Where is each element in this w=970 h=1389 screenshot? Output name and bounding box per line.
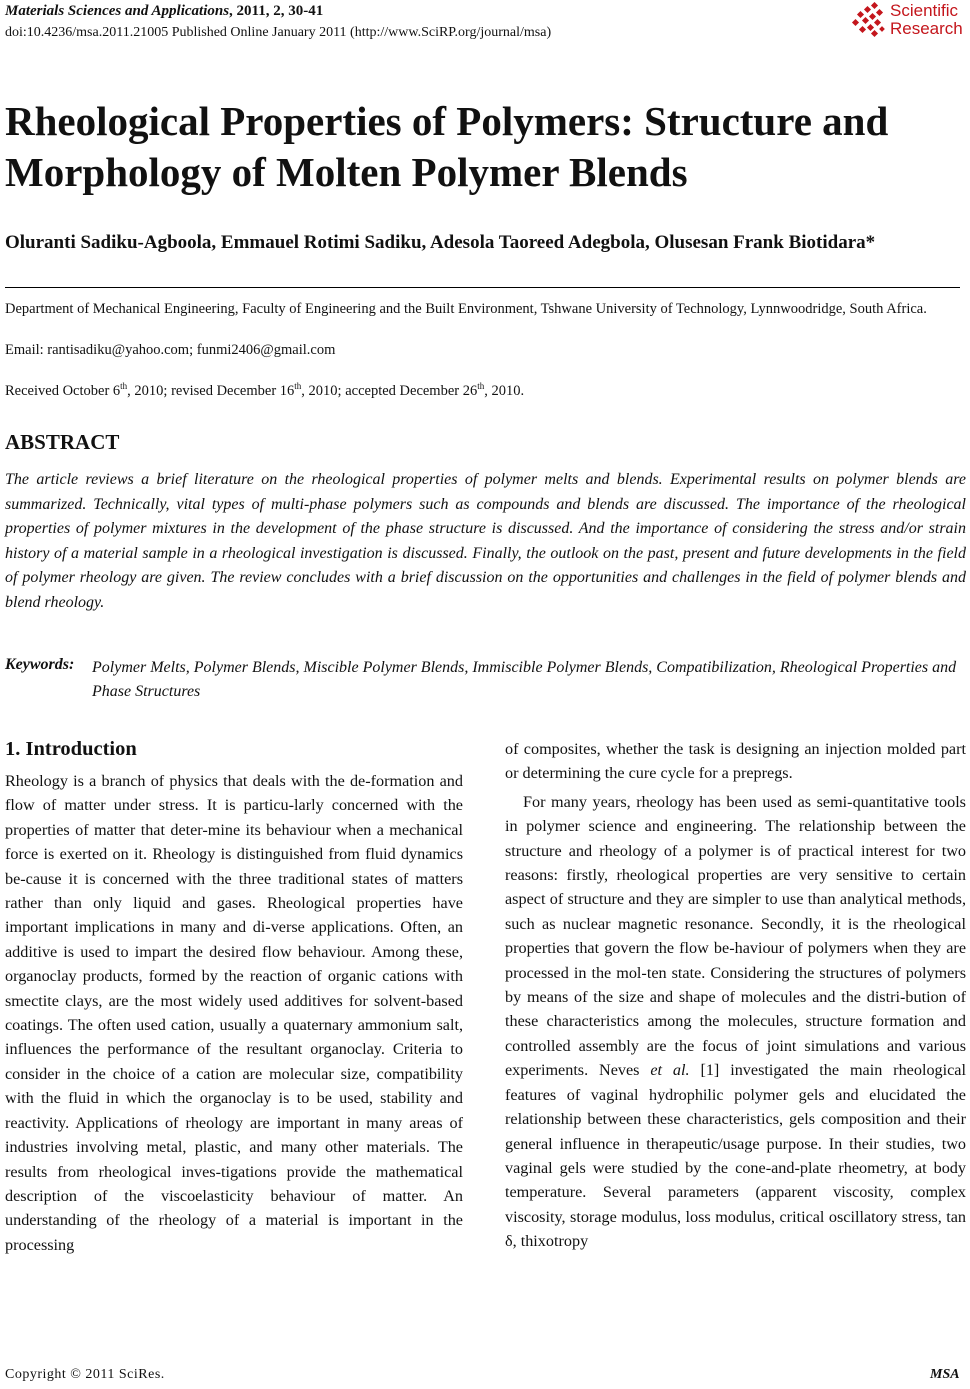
received-date-suffix: th: [120, 381, 128, 391]
intro-paragraph-1-continued: of composites, whether the task is designing an injection molded part or determining the cure cycle for a prepregs.: [505, 740, 966, 783]
journal-abbreviation: MSA: [930, 1367, 960, 1382]
affiliation: Department of Mechanical Engineering, Faculty of Engineering and the Built Environment, Tshwane University of Technology, Lynnwoodridge, South Africa.: [5, 301, 927, 317]
body-column-right: [505, 737, 966, 1254]
logo-line-1: Scientific: [890, 1, 959, 20]
accepted-date-suffix: th: [477, 381, 485, 391]
logo-wordmark: [890, 2, 963, 38]
revised-date-suffix: th: [294, 381, 302, 391]
header-divider: [5, 287, 960, 288]
logo-line-2: Research: [890, 19, 963, 38]
received-dates: [5, 381, 524, 400]
date-closing-text: , 2010.: [484, 382, 525, 399]
revised-date-text: , 2010; revised December 16: [127, 382, 295, 399]
intro-paragraph-1: Rheology is a branch of physics that deals with the de-formation and flow of matter under stress. It is particu-larly concerned with the properties of matter that deter-mine its behaviour when a mechanical force is exerted on it. Rheology is distinguished from fluid dynamics be-cause it is concerned with the three traditional states of matters rather than only liquid and gases. Rheological properties have important implications in many and di-verse applications. Often, an additive is used to impart the desired flow behaviour. Among these, organoclay products, formed by the reaction of organic cations with smectite clays, are the most widely used additives for solvent-based coatings. The often used cation, usually a quaternary ammonium salt, influences the performance of the resultant organoclay. Criteria to consider in the choice of a cation are molecular size, compatibility with the fluid in which the organoclay is to be used, stability and reactivity. Applications of rheology are important in many areas of industries involving metal, plastic, and many other materials. The results from rheological inves-tigations provide the mathematical description of the viscoelasticity behaviour of matter. An understanding of the rheology of a material is important in the processing: [5, 772, 463, 1254]
doi-line: doi:10.4236/msa.2011.21005 Published Online January 2011 (http://www.SciRP.org/journal/msa): [5, 25, 552, 40]
scientific-research-logo[interactable]: [850, 2, 968, 42]
keywords-text: Polymer Melts, Polymer Blends, Miscible Polymer Blends, Immiscible Polymer Blends, Compatibilization, Rheological Properties and Phase Structures: [92, 659, 957, 700]
logo-mark-icon: [850, 2, 888, 40]
intro-paragraph-2-part-a: For many years, rheology has been used as semi-quantitative tools in polymer science and engineering. The relationship between the structure and rheology of a polymer is of practical interest for two reasons: firstly, rheological properties are very sensitive to certain aspect of structure and they are simpler to use than analytical methods, such as nuclear magnetic resonance. Secondly, it is the rheological properties that govern the flow be-haviour of polymers when they are processed in the mol-ten state. Considering the structures of polymers by means of the size and shape of molecules and the distri-bution of these characteristics among the molecules, structure formation and controlled assembly are the focus of joint simulations and various experiments. Neves: [505, 792, 966, 1080]
intro-paragraph-2-part-b: [1] investigated the main rheological features of vaginal hydrophilic polymer gels and elucidated the relationship between these characteristics, gels composition and their general influence in therapeutic/usage purpose. In their studies, two vaginal gels were studied by the cone-and-plate rheometry, at body temperature. Several parameters (apparent viscosity, complex viscosity, storage modulus, loss modulus, critical oscillatory stress, tan δ, thixotropy: [505, 1061, 966, 1251]
contact-email: Email: rantisadiku@yahoo.com; funmi2406@gmail.com: [5, 342, 336, 358]
journal-header: [5, 3, 323, 20]
abstract-text: The article reviews a brief literature on the rheological properties of polymer melts and blends. Experimental results on polymer blends are summarized. Technically, vital types of multi-phase polymers such as compounds and blends are discussed. The importance of the rheological properties of polymer mixtures in the development of the phase structure is discussed. And the importance of considering the stress and/or strain history of a material sample in a rheological investigation is discussed. Finally, the outlook on the past, present and future developments in the field of polymer rheology are given. The review concludes with a brief discussion on the opportunities and challenges in the field of polymer blends and blend rheology.: [5, 471, 966, 611]
received-date-text: Received October 6: [5, 382, 121, 399]
copyright-notice: Copyright © 2011 SciRes.: [5, 1367, 165, 1382]
journal-volume: , 2011, 2, 30-41: [229, 3, 324, 19]
accepted-date-text: , 2010; accepted December 26: [301, 382, 478, 399]
intro-paragraph-2: [505, 790, 966, 1254]
author-list: Oluranti Sadiku-Agboola, Emmauel Rotimi Sadiku, Adesola Taoreed Adegbola, Olusesan Frank Biotidara*: [5, 232, 876, 253]
journal-name: Materials Sciences and Applications: [5, 3, 230, 19]
keywords-label: Keywords:: [5, 656, 75, 673]
paper-title: Rheological Properties of Polymers: Structure and Morphology of Molten Polymer Blends: [5, 98, 889, 195]
et-al: et al.: [650, 1061, 690, 1080]
body-column-left: [5, 737, 463, 1257]
section-heading-introduction: 1. Introduction: [5, 738, 137, 760]
abstract-heading: ABSTRACT: [5, 430, 120, 454]
